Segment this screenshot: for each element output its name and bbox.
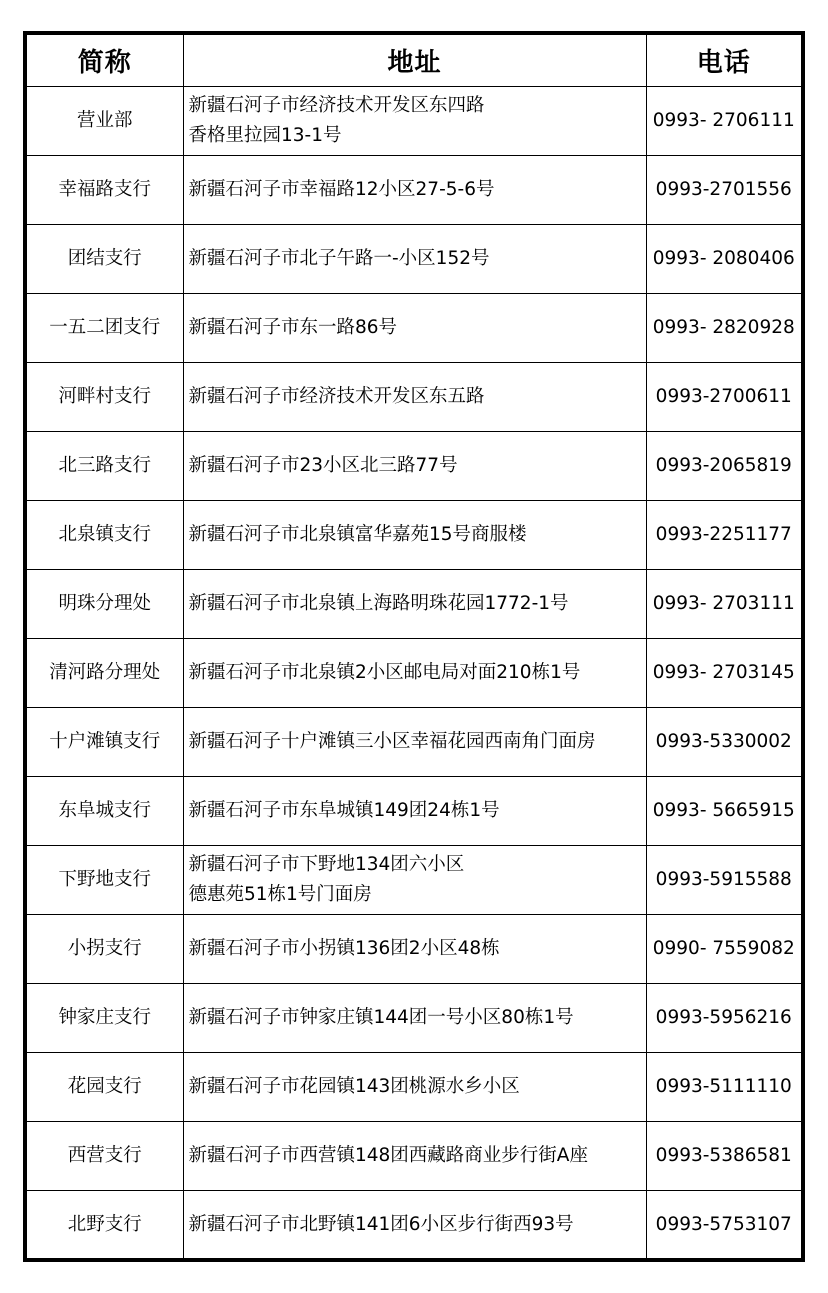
address-line: 新疆石河子市幸福路12小区27-5-6号 — [188, 178, 495, 200]
branch-address-cell — [183, 155, 646, 224]
branch-address-cell — [183, 569, 646, 638]
branch-address-cell — [183, 638, 646, 707]
branch-phone-cell: 0993-5753107 — [646, 1191, 803, 1260]
branch-name-cell: 清河路分理处 — [25, 638, 183, 707]
branch-phone-cell: 0993-2065819 — [646, 431, 803, 500]
table-row — [25, 846, 803, 915]
branch-name-cell: 西营支行 — [25, 1122, 183, 1191]
header-name: 简称 — [25, 33, 183, 86]
table-row — [25, 431, 803, 500]
branch-phone-cell: 0993-5386581 — [646, 1122, 803, 1191]
address-line: 香格里拉园13-1号 — [188, 124, 342, 146]
table-row — [25, 224, 803, 293]
table-row — [25, 915, 803, 984]
branch-address-cell — [183, 1191, 646, 1260]
branch-phone-cell: 0993-2700611 — [646, 362, 803, 431]
branch-name-cell: 幸福路支行 — [25, 155, 183, 224]
branch-phone-cell: 0993- 2703111 — [646, 569, 803, 638]
branch-address-cell — [183, 293, 646, 362]
branch-address-cell — [183, 776, 646, 845]
address-line: 新疆石河子市北子午路一-小区152号 — [188, 247, 490, 269]
branch-address-cell — [183, 431, 646, 500]
table-row — [25, 500, 803, 569]
header-address: 地址 — [183, 33, 646, 86]
table-row — [25, 984, 803, 1053]
branch-phone-cell: 0993-5915588 — [646, 846, 803, 915]
address-line: 新疆石河子市东阜城镇149团24栋1号 — [188, 799, 500, 821]
branch-phone-cell: 0993- 5665915 — [646, 776, 803, 845]
table-row — [25, 707, 803, 776]
address-line: 新疆石河子市北泉镇富华嘉苑15号商服楼 — [188, 523, 527, 545]
address-line: 新疆石河子市钟家庄镇144团一号小区80栋1号 — [188, 1007, 574, 1029]
branch-address-cell — [183, 984, 646, 1053]
branch-name-cell: 明珠分理处 — [25, 569, 183, 638]
address-line: 新疆石河子市花园镇143团桃源水乡小区 — [188, 1076, 520, 1098]
address-line: 新疆石河子市小拐镇136团2小区48栋 — [188, 938, 500, 960]
table-row — [25, 155, 803, 224]
table-row — [25, 1053, 803, 1122]
table-row — [25, 569, 803, 638]
branch-name-cell: 北野支行 — [25, 1191, 183, 1260]
address-line: 德惠苑51栋1号门面房 — [188, 884, 372, 906]
branch-name-cell: 北泉镇支行 — [25, 500, 183, 569]
branch-name-cell: 钟家庄支行 — [25, 984, 183, 1053]
table-body — [25, 86, 803, 1260]
address-line: 新疆石河子市北泉镇2小区邮电局对面210栋1号 — [188, 661, 581, 683]
branch-name-cell: 小拐支行 — [25, 915, 183, 984]
table-row — [25, 86, 803, 155]
branch-address-cell — [183, 86, 646, 155]
header-row — [25, 33, 803, 86]
branch-address-cell — [183, 1122, 646, 1191]
branch-phone-cell: 0990- 7559082 — [646, 915, 803, 984]
table-row — [25, 1122, 803, 1191]
branch-address-cell — [183, 1053, 646, 1122]
branch-address-cell — [183, 224, 646, 293]
branch-address-cell — [183, 915, 646, 984]
branch-name-cell: 河畔村支行 — [25, 362, 183, 431]
address-line: 新疆石河子市北泉镇上海路明珠花园1772-1号 — [188, 592, 569, 614]
branch-address-cell — [183, 362, 646, 431]
branch-phone-cell: 0993-5956216 — [646, 984, 803, 1053]
branch-phone-cell: 0993-5330002 — [646, 707, 803, 776]
branch-phone-cell: 0993- 2080406 — [646, 224, 803, 293]
address-line: 新疆石河子十户滩镇三小区幸福花园西南角门面房 — [188, 730, 596, 752]
branch-name-cell: 团结支行 — [25, 224, 183, 293]
branch-phone-cell: 0993-5111110 — [646, 1053, 803, 1122]
address-line: 新疆石河子市西营镇148团西藏路商业步行街A座 — [188, 1145, 588, 1167]
table-row — [25, 638, 803, 707]
branch-phone-cell: 0993- 2820928 — [646, 293, 803, 362]
address-line: 新疆石河子市下野地134团六小区 — [188, 854, 465, 876]
table-row — [25, 362, 803, 431]
branch-name-cell: 营业部 — [25, 86, 183, 155]
branch-address-cell — [183, 500, 646, 569]
branch-name-cell: 一五二团支行 — [25, 293, 183, 362]
address-line: 新疆石河子市经济技术开发区东四路 — [188, 94, 485, 116]
branch-phone-cell: 0993-2251177 — [646, 500, 803, 569]
address-line: 新疆石河子市东一路86号 — [188, 316, 398, 338]
branch-name-cell: 下野地支行 — [25, 846, 183, 915]
table-row — [25, 293, 803, 362]
branch-phone-cell: 0993- 2703145 — [646, 638, 803, 707]
header-phone: 电话 — [646, 33, 803, 86]
branch-address-cell — [183, 707, 646, 776]
address-line: 新疆石河子市23小区北三路77号 — [188, 454, 458, 476]
branch-name-cell: 花园支行 — [25, 1053, 183, 1122]
table-row — [25, 1191, 803, 1260]
table-row — [25, 776, 803, 845]
branch-directory-table — [23, 31, 805, 1262]
branch-name-cell: 东阜城支行 — [25, 776, 183, 845]
branch-name-cell: 十户滩镇支行 — [25, 707, 183, 776]
address-line: 新疆石河子市经济技术开发区东五路 — [188, 385, 485, 407]
branch-phone-cell: 0993-2701556 — [646, 155, 803, 224]
branch-phone-cell: 0993- 2706111 — [646, 86, 803, 155]
branch-name-cell: 北三路支行 — [25, 431, 183, 500]
address-line: 新疆石河子市北野镇141团6小区步行街西93号 — [188, 1213, 574, 1235]
branch-address-cell — [183, 846, 646, 915]
table-header — [25, 33, 803, 86]
